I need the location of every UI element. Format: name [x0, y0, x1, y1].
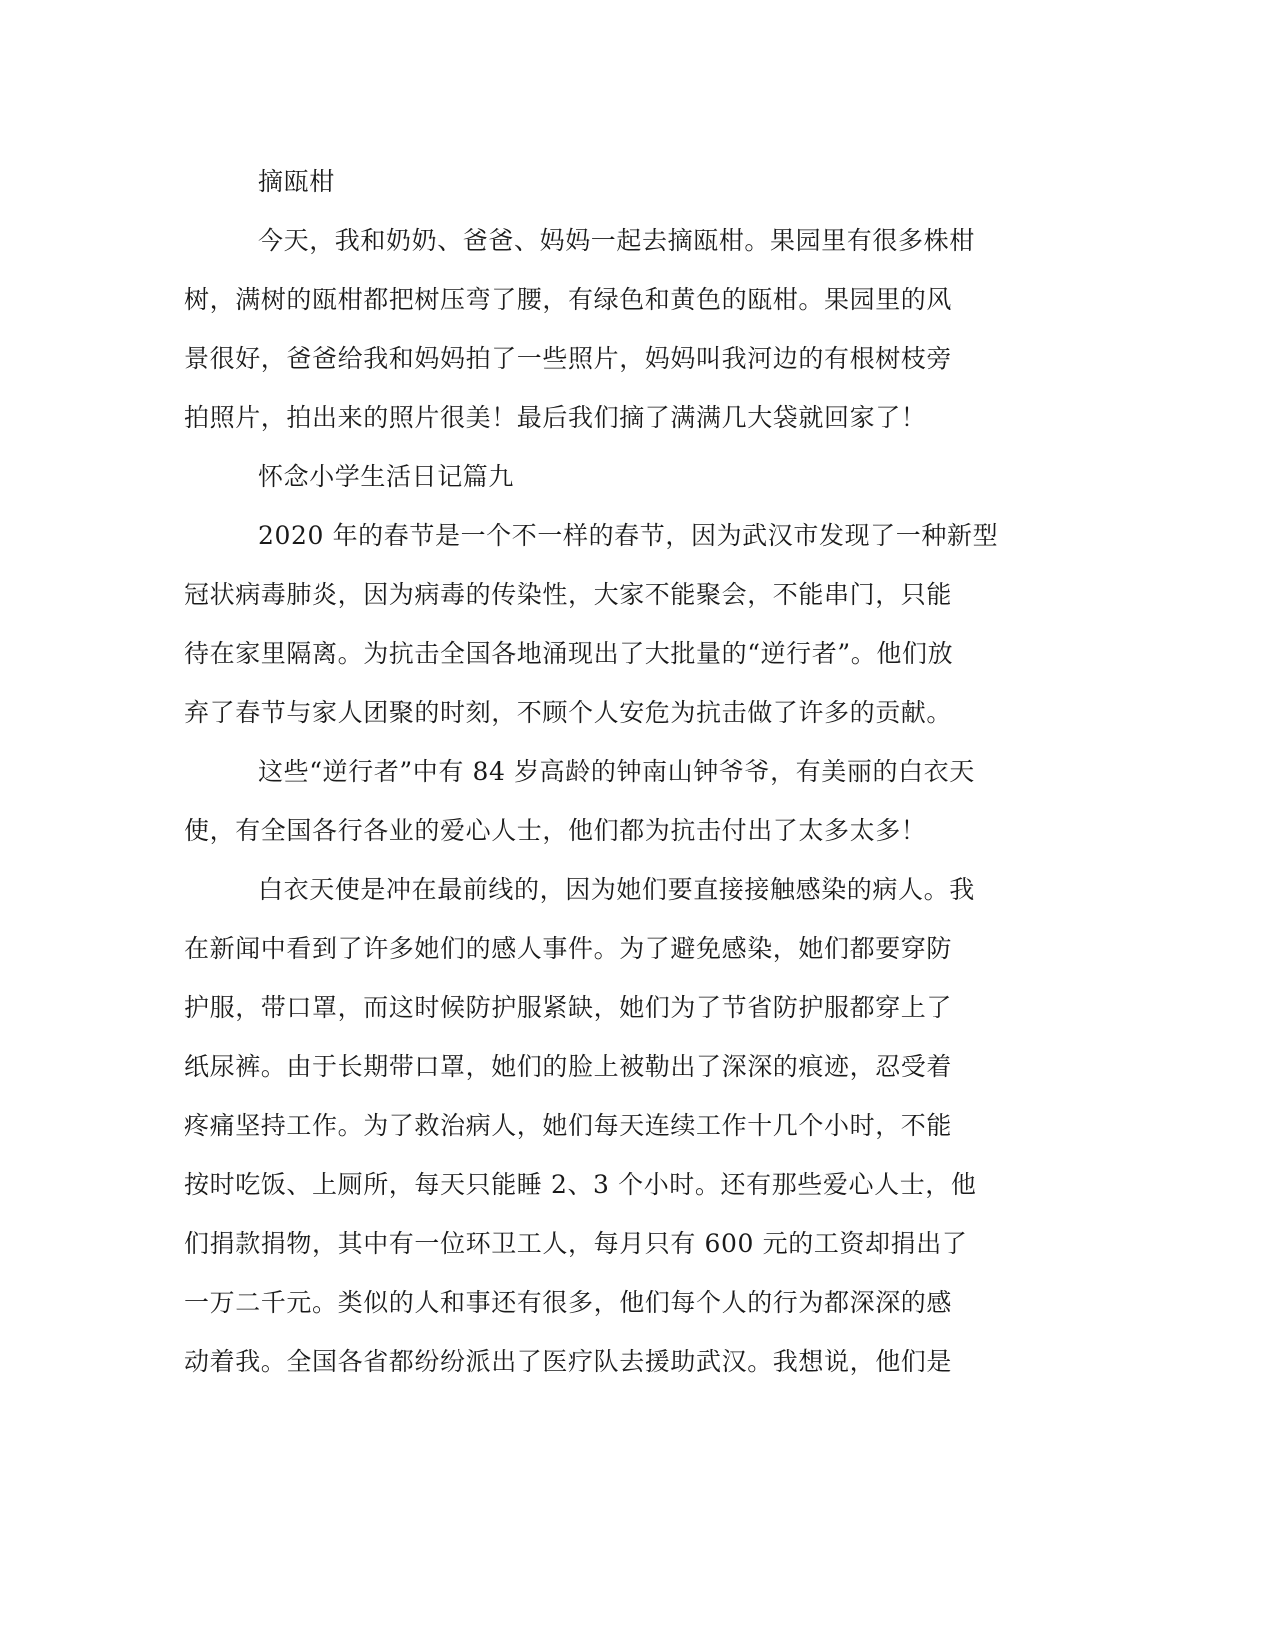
paragraph-line: 白衣天使是冲在最前线的，因为她们要直接接触感染的病人。我 — [258, 875, 975, 904]
heading-zhai-ou-gan: 摘瓯柑 — [258, 167, 335, 196]
paragraph-line: 待在家里隔离。为抗击全国各地涌现出了大批量的“逆行者”。他们放 — [184, 639, 954, 668]
paragraph-line: 一万二千元。类似的人和事还有很多，他们每个人的行为都深深的感 — [184, 1288, 953, 1317]
paragraph-line: 景很好，爸爸给我和妈妈拍了一些照片，妈妈叫我河边的有根树枝旁 — [184, 344, 953, 373]
heading-diary-chapter-nine: 怀念小学生活日记篇九 — [258, 462, 515, 491]
paragraph-line: 动着我。全国各省都纷纷派出了医疗队去援助武汉。我想说，他们是 — [184, 1347, 953, 1376]
paragraph-line: 纸尿裤。由于长期带口罩，她们的脸上被勒出了深深的痕迹，忍受着 — [184, 1052, 953, 1081]
paragraph-line: 在新闻中看到了许多她们的感人事件。为了避免感染，她们都要穿防 — [184, 934, 953, 963]
paragraph-line: 护服，带口罩，而这时候防护服紧缺，她们为了节省防护服都穿上了 — [184, 993, 953, 1022]
paragraph-line: 弃了春节与家人团聚的时刻，不顾个人安危为抗击做了许多的贡献。 — [184, 698, 953, 727]
paragraph-line: 按时吃饭、上厕所，每天只能睡 2、3 个小时。还有那些爱心人士，他 — [184, 1170, 977, 1199]
paragraph-line: 冠状病毒肺炎，因为病毒的传染性，大家不能聚会，不能串门，只能 — [184, 580, 953, 609]
paragraph-line: 使，有全国各行各业的爱心人士，他们都为抗击付出了太多太多！ — [184, 816, 927, 845]
paragraph-line: 2020 年的春节是一个不一样的春节，因为武汉市发现了一种新型 — [258, 521, 999, 550]
paragraph-line: 树，满树的瓯柑都把树压弯了腰，有绿色和黄色的瓯柑。果园里的风 — [184, 285, 953, 314]
paragraph-line: 们捐款捐物，其中有一位环卫工人，每月只有 600 元的工资却捐出了 — [184, 1229, 968, 1258]
paragraph-line: 这些“逆行者”中有 84 岁高龄的钟南山钟爷爷，有美丽的白衣天 — [258, 757, 975, 786]
paragraph-line: 拍照片，拍出来的照片很美！最后我们摘了满满几大袋就回家了！ — [184, 403, 927, 432]
paragraph-line: 疼痛坚持工作。为了救治病人，她们每天连续工作十几个小时，不能 — [184, 1111, 953, 1140]
paragraph-line: 今天，我和奶奶、爸爸、妈妈一起去摘瓯柑。果园里有很多株柑 — [258, 226, 975, 255]
